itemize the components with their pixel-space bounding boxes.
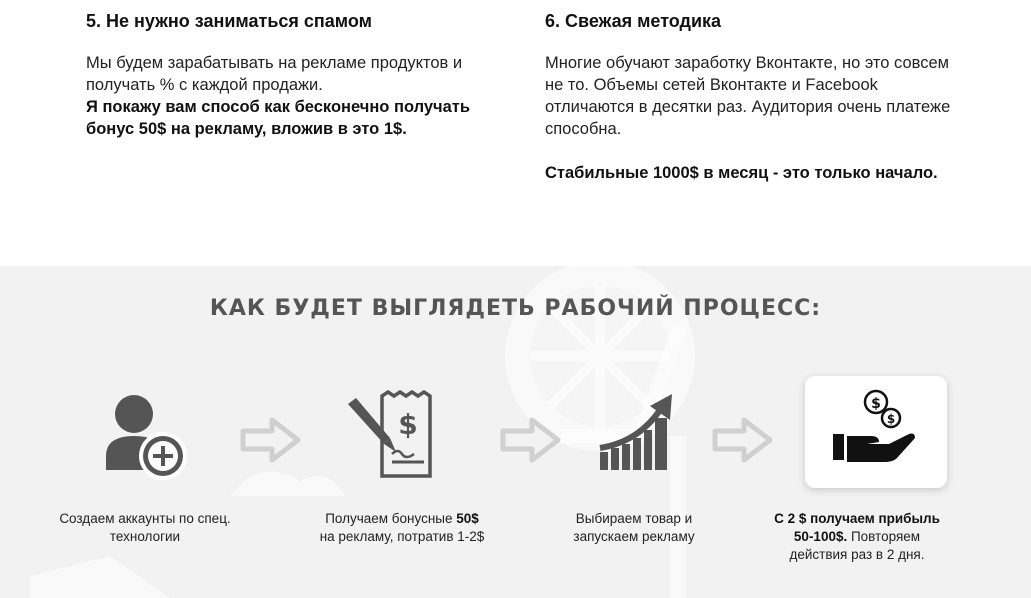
feature-text: Мы будем зарабатывать на рекламе продуктов и получать % с каждой продажи. [86, 54, 463, 94]
add-user-icon [100, 390, 190, 482]
feature-text: Многие обучают заработку Вконтакте, но это совсем не то. Объемы сетей Вконтакте и Facebook отличаются в десятки раз. Аудитория очень платеже способна. [545, 54, 951, 138]
step-caption-1 [35, 510, 255, 546]
arrow-right-icon [500, 416, 562, 464]
step-caption-4 [747, 510, 967, 564]
caption-line [292, 510, 512, 528]
svg-text:$: $ [398, 408, 418, 441]
hand-coins-icon [805, 376, 947, 488]
caption-amount: 50-100$. [793, 529, 848, 544]
profit-card [805, 376, 947, 488]
caption-text: Повторяем [847, 529, 921, 544]
caption-text: Получаем бонусные [325, 511, 457, 526]
feature-title: 5. Не нужно заниматься спамом [86, 11, 372, 31]
step-caption-3 [524, 510, 744, 546]
caption-line [747, 510, 967, 528]
features-section [0, 0, 1031, 266]
feature-bold-text: Стабильные 1000$ в месяц - это только начало. [545, 164, 938, 182]
caption-line: на рекламу, потратив 1-2$ [319, 529, 485, 544]
caption-bold: С 2 $ получаем прибыль [774, 511, 940, 526]
caption-line: запускаем рекламу [573, 529, 695, 544]
caption-line: Создаем аккаунты по спец. [59, 511, 231, 526]
caption-line: действия раз в 2 дня. [789, 547, 925, 562]
growth-chart-icon [598, 392, 678, 472]
caption-amount: 50$ [456, 511, 479, 526]
caption-line [747, 528, 967, 546]
feature-item-5 [86, 10, 496, 140]
feature-bold-text: Я покажу вам способ как бесконечно получать бонус 50$ на рекламу, вложив в это 1$. [86, 98, 471, 138]
svg-text:$: $ [871, 396, 881, 412]
caption-line: технологии [109, 529, 181, 544]
feature-title: 6. Свежая методика [545, 11, 722, 31]
caption-line: Выбираем товар и [575, 511, 693, 526]
arrow-right-icon [240, 416, 302, 464]
feature-item-6 [545, 10, 955, 184]
arrow-right-icon [712, 416, 774, 464]
process-section [0, 266, 1031, 598]
step-caption-2 [292, 510, 512, 546]
check-pen-icon [344, 390, 436, 478]
process-title: КАК БУДЕТ ВЫГЛЯДЕТЬ РАБОЧИЙ ПРОЦЕСС: [209, 296, 822, 321]
svg-text:$: $ [886, 412, 896, 426]
